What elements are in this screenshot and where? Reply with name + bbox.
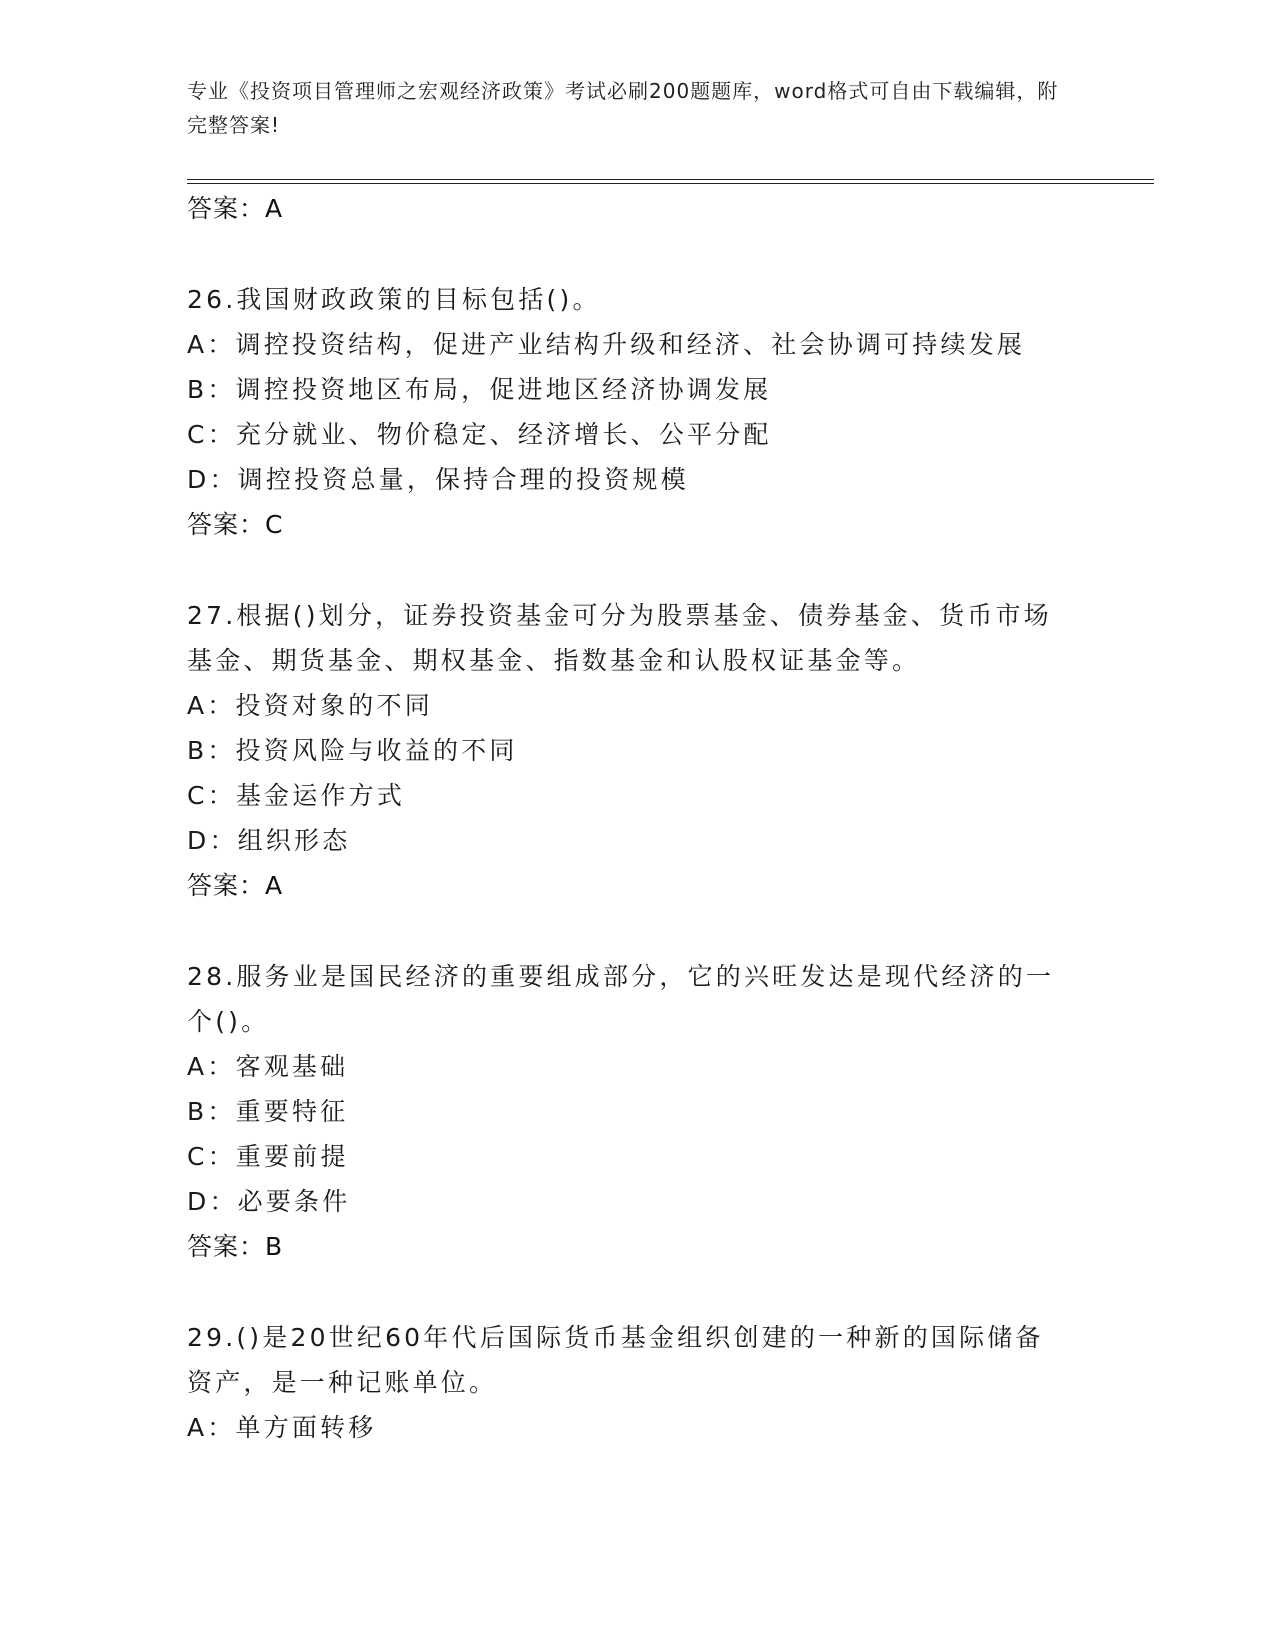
spacer [187, 1269, 1087, 1315]
option-a: A：客观基础 [187, 1052, 349, 1081]
option-a: A：单方面转移 [187, 1413, 377, 1442]
option-c: C：充分就业、物价稳定、经济增长、公平分配 [187, 420, 772, 449]
page-header [187, 74, 1067, 142]
spacer [187, 547, 1087, 593]
question-28 [187, 954, 1087, 1269]
option-b: B：调控投资地区布局，促进地区经济协调发展 [187, 375, 772, 404]
option-a: A：调控投资结构，促进产业结构升级和经济、社会协调可持续发展 [187, 330, 1026, 359]
option-c: C：基金运作方式 [187, 781, 406, 810]
answer-text: 答案：A [187, 871, 284, 900]
option-b: B：重要特征 [187, 1097, 349, 1126]
question-29 [187, 1315, 1087, 1450]
question-27 [187, 593, 1087, 908]
header-title: 专业《投资项目管理师之宏观经济政策》考试必刷200题题库，word格式可自由下载编辑，附完整答案! [187, 79, 1059, 137]
question-list [187, 186, 1087, 1450]
header-divider [187, 179, 1154, 184]
spacer [187, 908, 1087, 954]
question-stem: 29.()是20世纪60年代后国际货币基金组织创建的一种新的国际储备资产，是一种记账单位。 [187, 1323, 1044, 1397]
option-b: B：投资风险与收益的不同 [187, 736, 518, 765]
answer-text: 答案：C [187, 510, 284, 539]
option-a: A：投资对象的不同 [187, 691, 433, 720]
question-stem: 26.我国财政政策的目标包括()。 [187, 285, 601, 314]
answer-text: 答案：A [187, 194, 284, 223]
option-d: D：必要条件 [187, 1187, 351, 1216]
answer-text: 答案：B [187, 1232, 284, 1261]
spacer [187, 231, 1087, 277]
question-stem: 28.服务业是国民经济的重要组成部分，它的兴旺发达是现代经济的一个()。 [187, 962, 1055, 1036]
option-c: C：重要前提 [187, 1142, 349, 1171]
option-d: D：组织形态 [187, 826, 351, 855]
question-stem: 27.根据()划分，证券投资基金可分为股票基金、债券基金、货币市场基金、期货基金、期权基金、指数基金和认股权证基金等。 [187, 601, 1052, 675]
option-d: D：调控投资总量，保持合理的投资规模 [187, 465, 689, 494]
question-26 [187, 277, 1087, 547]
